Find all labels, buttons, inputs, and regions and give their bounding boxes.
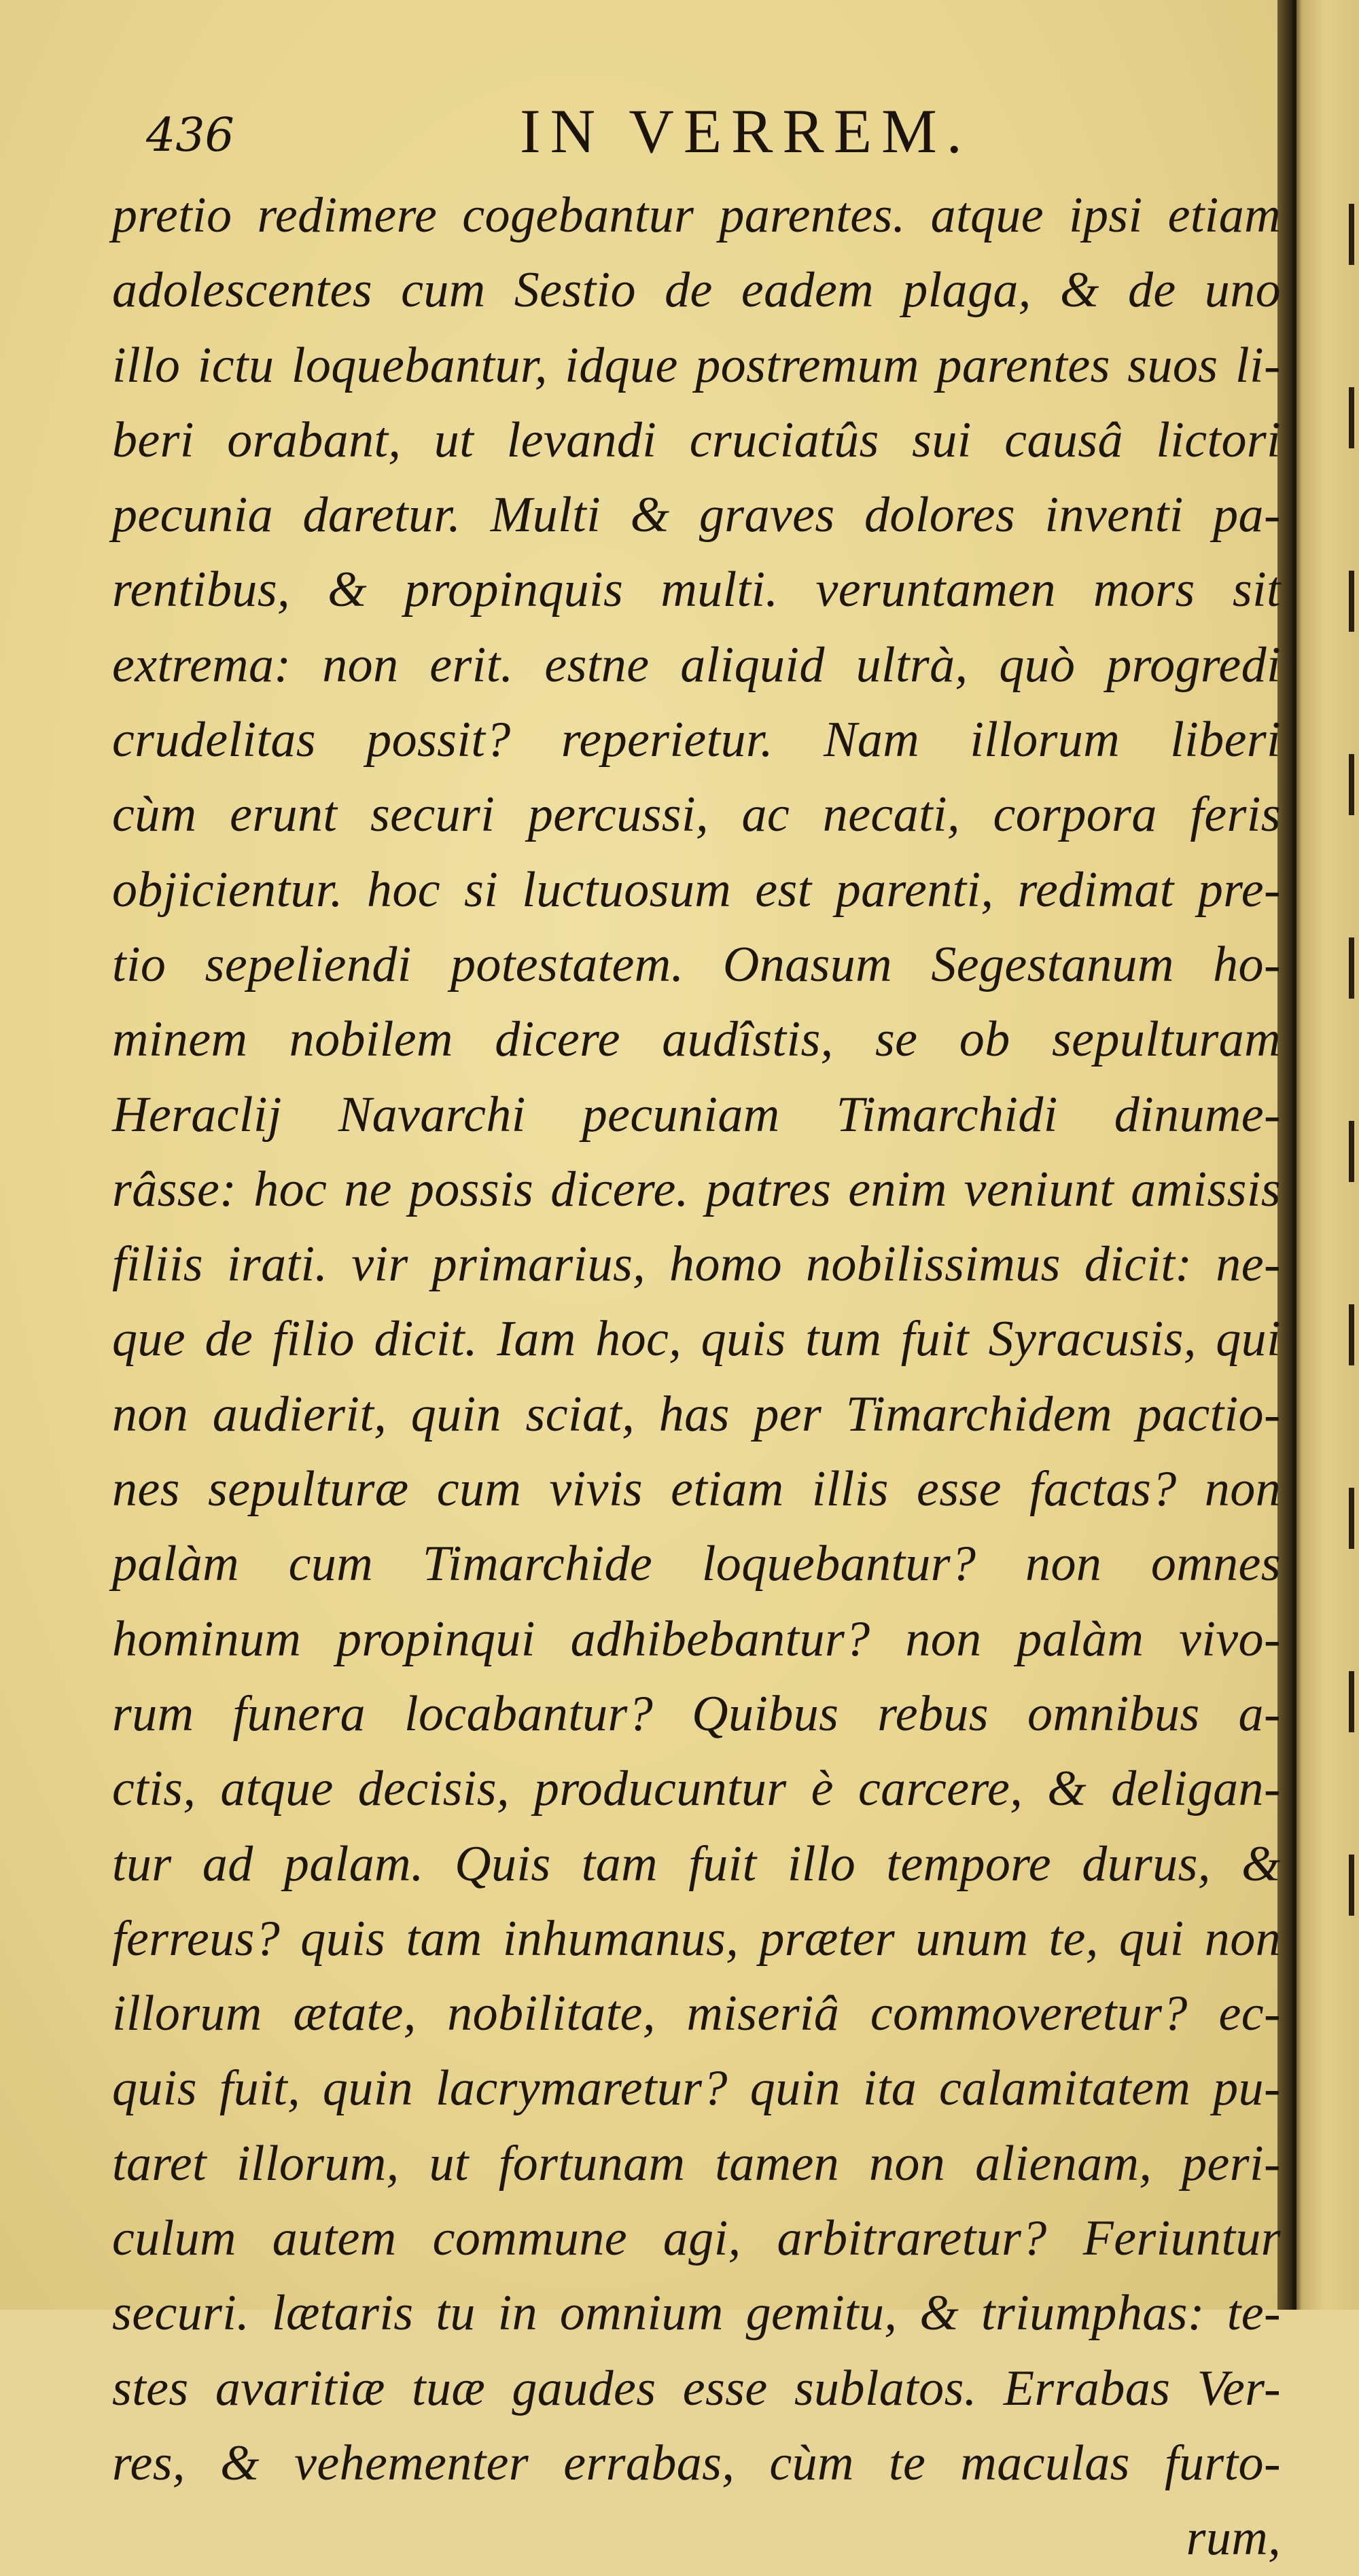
book-gutter — [1277, 0, 1359, 2310]
text-line: beri orabant, ut levandi cruciatûs sui causâ lictori — [112, 412, 1281, 468]
text-line: cùm erunt securi percussi, ac necati, corpora feris — [112, 787, 1281, 843]
facing-page-mark — [1349, 1671, 1354, 1732]
running-head: IN VERREM. — [520, 96, 972, 166]
facing-page-mark — [1349, 937, 1354, 999]
facing-page-mark — [1349, 204, 1354, 265]
text-line: adolescentes cum Sestio de eadem plaga, & de uno — [112, 262, 1281, 319]
facing-page-mark — [1349, 387, 1354, 448]
text-line: pecunia daretur. Multi & graves dolores inventi pa- — [112, 487, 1281, 543]
page-number: 436 — [146, 109, 234, 162]
text-line: que de filio dicit. Iam hoc, quis tum fuit Syracusis, qui — [112, 1311, 1281, 1367]
text-line: rum funera locabantur? Quibus rebus omnibus a- — [112, 1685, 1281, 1742]
facing-page-mark — [1349, 1488, 1354, 1549]
text-line: non audierit, quin sciat, has per Timarchidem pactio- — [112, 1386, 1281, 1442]
facing-page-mark — [1349, 1121, 1354, 1182]
facing-page-mark — [1349, 571, 1354, 632]
text-line: illorum ætate, nobilitate, miseriâ commoveretur? ec- — [112, 1986, 1281, 2042]
facing-page-edge — [1349, 204, 1359, 2106]
text-line: securi. lætaris tu in omnium gemitu, & triumphas: te- — [112, 2285, 1281, 2342]
catchword-line: rum, — [1186, 2510, 1281, 2566]
text-line: illo ictu loquebantur, idque postremum parentes suos li- — [112, 337, 1281, 393]
text-line: res, & vehementer errabas, cùm te maculas furto- — [112, 2435, 1281, 2491]
facing-page-mark — [1349, 1855, 1354, 1916]
text-line: nes sepulturæ cum vivis etiam illis esse factas? non — [112, 1461, 1281, 1518]
body-text — [112, 178, 1281, 2576]
text-line: Heraclij Navarchi pecuniam Timarchidi dinume- — [112, 1086, 1281, 1143]
text-line: crudelitas possit? reperietur. Nam illorum liberi — [112, 712, 1281, 768]
text-line: hominum propinqui adhibebantur? non palàm vivo- — [112, 1611, 1281, 1667]
text-line: stes avaritiæ tuæ gaudes esse sublatos. Errabas Ver- — [112, 2360, 1281, 2416]
text-line: rentibus, & propinquis multi. veruntamen mors sit — [112, 562, 1281, 618]
text-line: tur ad palam. Quis tam fuit illo tempore durus, & — [112, 1836, 1281, 1892]
facing-page-mark — [1349, 754, 1354, 815]
text-line: taret illorum, ut fortunam tamen non alienam, peri- — [112, 2135, 1281, 2192]
text-line: pretio redimere cogebantur parentes. atque ipsi etiam — [112, 187, 1281, 243]
text-line: palàm cum Timarchide loquebantur? non omnes — [112, 1536, 1281, 1592]
page-header — [146, 82, 1267, 166]
facing-page-mark — [1349, 1304, 1354, 1365]
text-line: filiis irati. vir primarius, homo nobilissimus dicit: ne- — [112, 1236, 1281, 1293]
text-line: quis fuit, quin lacrymaretur? quin ita calamitatem pu- — [112, 2060, 1281, 2117]
text-line: culum autem commune agi, arbitraretur? Feriuntur — [112, 2211, 1281, 2267]
text-line: ferreus? quis tam inhumanus, præter unum te, qui non — [112, 1910, 1281, 1967]
text-line: objicientur. hoc si luctuosum est parenti, redimat pre- — [112, 861, 1281, 918]
text-line: minem nobilem dicere audîstis, se ob sepulturam — [112, 1012, 1281, 1068]
text-line: tio sepeliendi potestatem. Onasum Segestanum ho- — [112, 936, 1281, 992]
gutter-fold — [1292, 0, 1296, 2310]
text-line: extrema: non erit. estne aliquid ultrà, quò progredi — [112, 637, 1281, 693]
text-line: râsse: hoc ne possis dicere. patres enim veniunt amissis — [112, 1161, 1281, 1217]
text-line: ctis, atque decisis, producuntur è carcere, & deligan- — [112, 1761, 1281, 1817]
